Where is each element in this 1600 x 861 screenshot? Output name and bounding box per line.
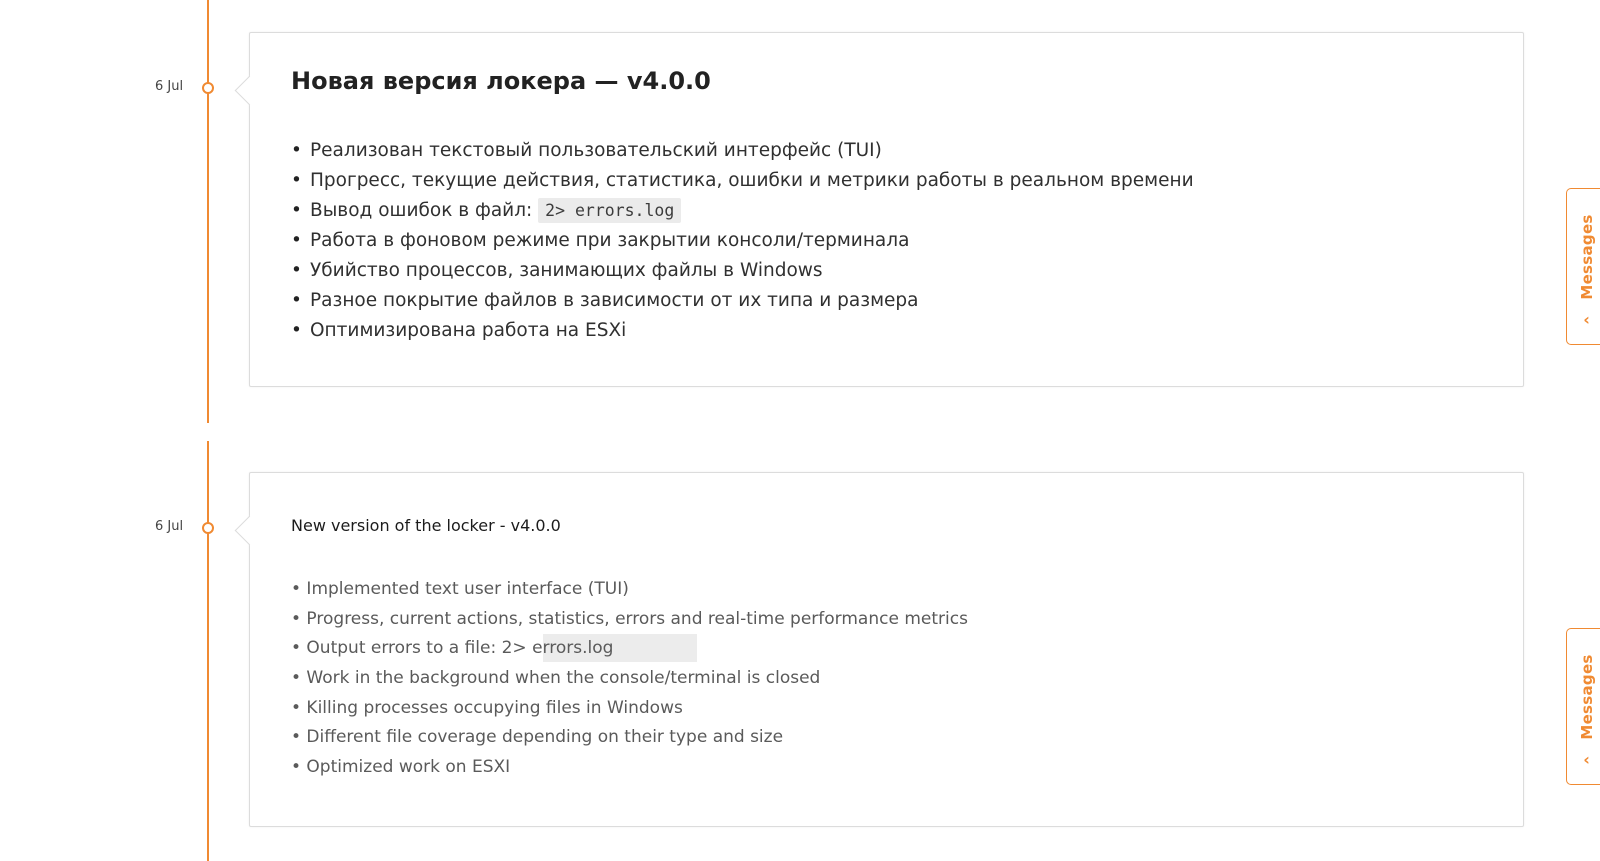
list-item xyxy=(291,226,1194,256)
messages-tab-button[interactable] xyxy=(1566,188,1600,345)
chevron-left-icon: ‹ xyxy=(1583,750,1590,769)
list-item xyxy=(291,664,968,694)
list-item-text: Убийство процессов, занимающих файлы в Windows xyxy=(310,260,823,281)
timeline-date: 6 Jul xyxy=(155,519,184,534)
inline-code: rrors.log xyxy=(543,634,698,662)
list-item-text: • Different file coverage depending on their type and size xyxy=(291,727,784,748)
list-item-text: • Work in the background when the console/terminal is closed xyxy=(291,668,821,689)
list-item-text: • Output errors to a file: 2> e xyxy=(291,638,543,659)
list-item xyxy=(291,605,968,635)
list-item-text: • Optimized work on ESXI xyxy=(291,757,511,778)
changelog-card-en xyxy=(249,472,1524,827)
list-item xyxy=(291,723,968,753)
inline-code: 2> errors.log xyxy=(538,198,681,223)
list-item-text: Реализован текстовый пользовательский интерфейс (TUI) xyxy=(310,140,882,161)
timeline-dot xyxy=(202,522,214,534)
timeline-date: 6 Jul xyxy=(155,79,184,94)
card-title: New version of the locker - v4.0.0 xyxy=(291,516,561,535)
list-item xyxy=(291,166,1194,196)
chevron-left-icon: ‹ xyxy=(1583,310,1590,329)
timeline-dot xyxy=(202,82,214,94)
list-item xyxy=(291,316,1194,346)
list-item-text: Разное покрытие файлов в зависимости от их типа и размера xyxy=(310,290,919,311)
messages-tab-label: Messages xyxy=(1577,654,1596,740)
messages-tab-button[interactable] xyxy=(1566,628,1600,785)
list-item xyxy=(291,753,968,783)
changelog-list xyxy=(291,136,1194,346)
list-item-text: Оптимизирована работа на ESXi xyxy=(310,320,627,341)
list-item xyxy=(291,694,968,724)
list-item xyxy=(291,136,1194,166)
messages-tab-label: Messages xyxy=(1577,214,1596,300)
list-item xyxy=(291,286,1194,316)
list-item xyxy=(291,256,1194,286)
card-pointer xyxy=(235,516,265,546)
timeline-line-top xyxy=(207,0,209,423)
card-title: Новая версия локера — v4.0.0 xyxy=(291,67,711,95)
timeline-line-bottom xyxy=(207,441,209,861)
list-item xyxy=(291,634,968,664)
list-item-text: Работа в фоновом режиме при закрытии консоли/терминала xyxy=(310,230,910,251)
card-pointer xyxy=(235,76,265,106)
list-item-text: • Implemented text user interface (TUI) xyxy=(291,579,629,599)
list-item-text: Вывод ошибок в файл: xyxy=(310,200,539,221)
list-item-text: • Killing processes occupying files in Windows xyxy=(291,697,683,718)
list-item xyxy=(291,196,1194,226)
changelog-card-ru xyxy=(249,32,1524,387)
list-item xyxy=(291,575,968,605)
list-item-text: • Progress, current actions, statistics, errors and real-time performance metrics xyxy=(291,608,968,629)
changelog-list xyxy=(291,575,968,783)
list-item-text: Прогресс, текущие действия, статистика, ошибки и метрики работы в реальном времени xyxy=(310,170,1194,191)
